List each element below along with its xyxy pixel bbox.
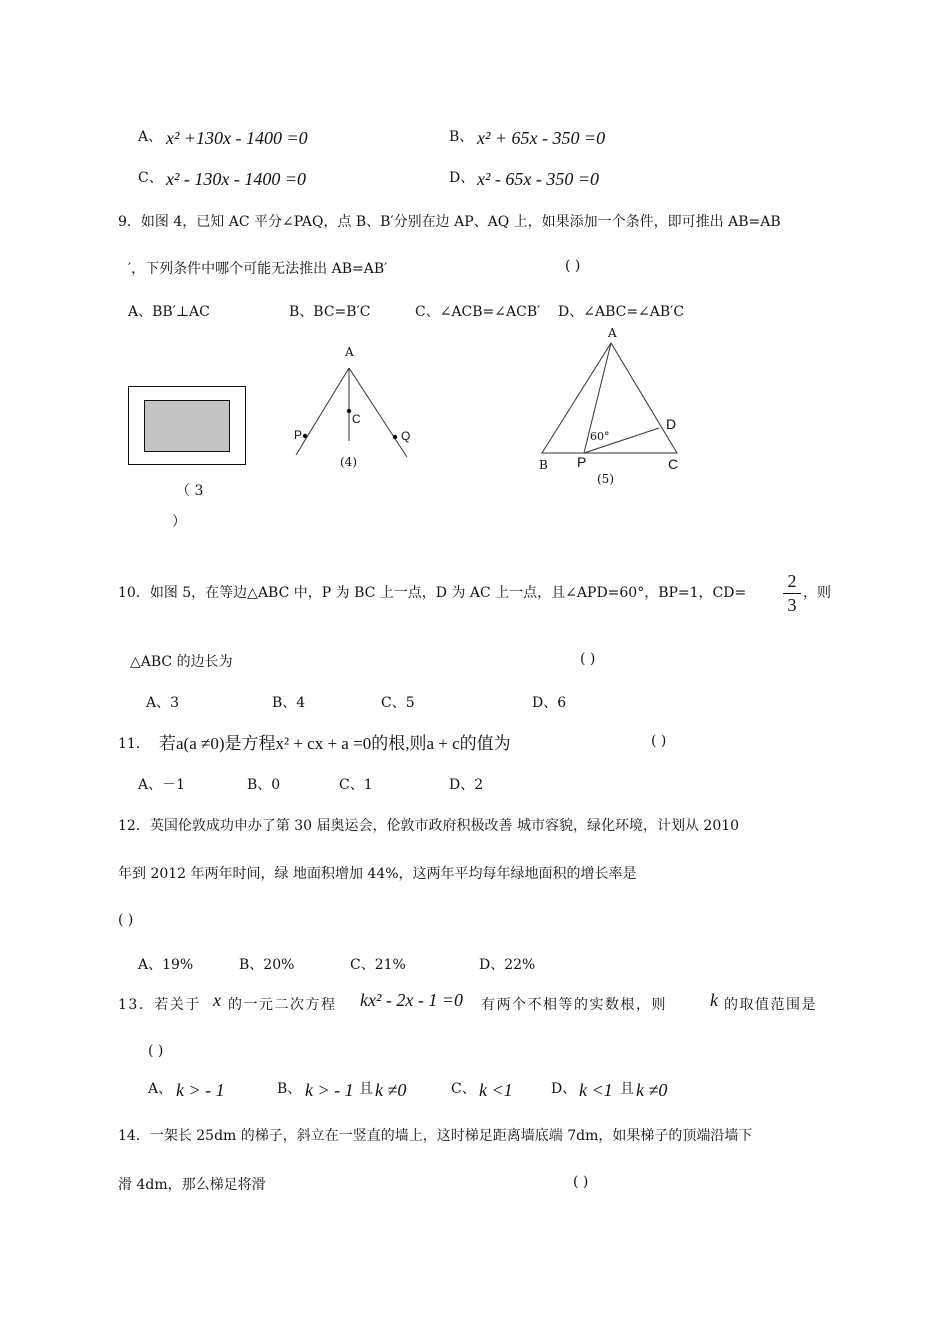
figure-4-caption: (4) [340, 455, 357, 469]
q13-option-b-label: B、 [277, 1081, 302, 1097]
q13-stem-part2: 的一元二次方程 [228, 997, 337, 1013]
figure-5-label-p: P [577, 454, 587, 470]
q10-stem-line2: △ABC 的边长为 [130, 654, 233, 670]
q13-answer-paren: ( ) [148, 1043, 164, 1059]
q10-stem-line1-end: ，则 [803, 585, 831, 601]
figure-4-label-q: Q [401, 429, 411, 443]
figure-4-label-c: C [352, 412, 361, 426]
figure-5-label-a: A [608, 326, 617, 340]
q14-answer-paren: ( ) [573, 1174, 589, 1190]
q10-option-b: B、4 [272, 695, 306, 711]
q11-option-d: D、2 [449, 777, 484, 793]
q13-option-b-expr2: k ≠0 [375, 1080, 407, 1100]
q10-answer-paren: ( ) [580, 651, 596, 667]
q11-number: 11． [118, 736, 150, 752]
q9-answer-paren: ( ) [565, 258, 581, 274]
q13-equation: kx² - 2x - 1 =0 [360, 990, 463, 1010]
q9-option-d: D、∠ABC=∠AB′C [558, 304, 685, 320]
figure-3-inner-rect [144, 400, 230, 452]
q11-answer-paren: ( ) [651, 733, 667, 749]
figure-5-label-b: B [539, 458, 548, 472]
q10-fraction-denominator: 3 [787, 595, 797, 615]
q8-option-a-label: A、 [138, 129, 163, 145]
figure-5-label-c: C [668, 456, 679, 472]
figure-4-label-a: A [345, 345, 354, 359]
q13-option-d-expr2: k ≠0 [636, 1080, 668, 1100]
q8-option-b-label: B、 [449, 129, 474, 145]
figure-3-caption-close: ） [172, 514, 186, 530]
q13-option-d-expr1: k <1 [579, 1080, 613, 1100]
q10-option-c: C、5 [381, 695, 415, 711]
q13-option-a-expr: k > - 1 [176, 1080, 225, 1100]
q8-option-d-label: D、 [449, 170, 475, 186]
q12-option-a: A、19% [138, 957, 194, 973]
q9-stem-line1: 9．如图 4，已知 AC 平分∠PAQ，点 B、B′分别在边 AP、AQ 上，如果添加一个条件，即可推出 AB=AB [118, 214, 781, 230]
q9-option-c: C、∠ACB=∠ACB′ [415, 304, 541, 320]
q13-option-b-and: 且 [359, 1081, 373, 1097]
q11-option-b: B、0 [247, 777, 281, 793]
q10-fraction-numerator: 2 [787, 571, 797, 591]
q12-stem-line1: 12．英国伦敦成功申办了第 30 届奥运会，伦敦市政府积极改善 城市容貌，绿化环境，计划从 2010 [118, 818, 740, 834]
q10-option-a: A、3 [146, 695, 180, 711]
figure-5-label-d: D [666, 416, 677, 432]
q9-option-b: B、BC=B′C [289, 304, 371, 320]
q10-stem-line1: 10．如图 5，在等边△ABC 中，P 为 BC 上一点，D 为 AC 上一点，且∠APD=60°，BP=1，CD= [118, 585, 747, 601]
q14-stem-line2: 滑 4dm，那么梯足将滑 [118, 1177, 266, 1193]
q13-option-c-expr: k <1 [479, 1080, 513, 1100]
q12-stem-line2: 年到 2012 年两年时间，绿 地面积增加 44%，这两年平均每年绿地面积的增长率是 [118, 866, 637, 882]
q10-option-d: D、6 [532, 695, 567, 711]
figure-5-angle-label: 60° [590, 430, 610, 443]
q13-option-b-expr1: k > - 1 [305, 1080, 354, 1100]
q13-variable-x: x [213, 990, 221, 1010]
q13-variable-k: k [710, 990, 718, 1010]
q8-option-d-equation: x² - 65x - 350 =0 [477, 169, 600, 189]
q10-fraction [783, 571, 801, 616]
q8-option-c-label: C、 [138, 170, 163, 186]
q13-option-d-label: D、 [551, 1081, 577, 1097]
figure-5-diagram [530, 330, 700, 465]
q8-option-a-equation: x² +130x - 1400 =0 [166, 128, 308, 148]
q9-option-a: A、BB′⊥AC [128, 304, 210, 320]
q13-stem-part3: 有两个不相等的实数根，则 [481, 997, 667, 1013]
figure-3-frame [128, 386, 246, 465]
q13-stem-part4: 的取值范围是 [724, 997, 817, 1013]
q12-answer-paren: ( ) [118, 912, 134, 928]
q13-stem-part1: 13．若关于 [118, 997, 201, 1013]
figure-5-caption: (5) [597, 472, 614, 486]
q12-option-d: D、22% [479, 957, 536, 973]
q8-option-c-equation: x² - 130x - 1400 =0 [166, 169, 307, 189]
q11-stem: 若a(a ≠0)是方程x² + cx + a =0的根,则a + c的值为 [159, 734, 511, 753]
figure-3-caption-open: （ 3 [176, 483, 204, 499]
q8-option-b-equation: x² + 65x - 350 =0 [477, 128, 606, 148]
q9-stem-line2: ′，下列条件中哪个可能无法推出 AB=AB′ [128, 261, 388, 277]
q13-option-c-label: C、 [451, 1081, 476, 1097]
figure-4-label-p: P [294, 428, 303, 442]
q11-option-a: A、－1 [138, 777, 186, 793]
q12-option-b: B、20% [239, 957, 295, 973]
q14-stem-line1: 14．一架长 25dm 的梯子，斜立在一竖直的墙上，这时梯足距离墙底端 7dm，如果梯子的顶端沿墙下 [118, 1128, 753, 1144]
q11-option-c: C、1 [339, 777, 373, 793]
q13-option-a-label: A、 [148, 1081, 173, 1097]
q13-option-d-and: 且 [620, 1081, 634, 1097]
q12-option-c: C、21% [350, 957, 406, 973]
